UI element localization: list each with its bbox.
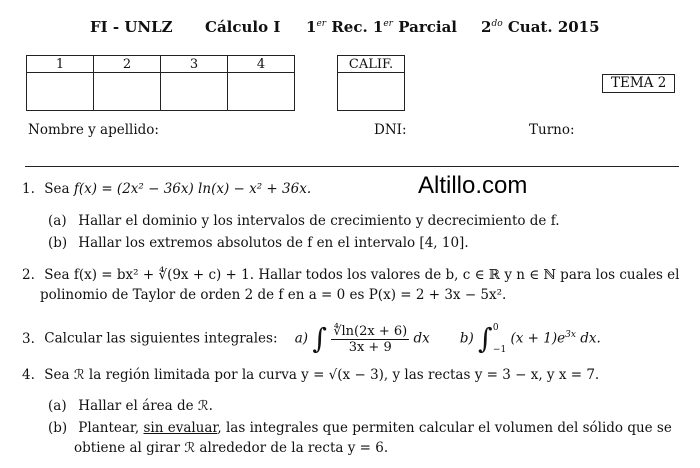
institution: FI - UNLZ — [90, 18, 173, 36]
grade-cell-2[interactable] — [94, 73, 161, 111]
problem-3b-integrand: (x + 1)e — [510, 330, 566, 347]
problem-1a-text: Hallar el dominio y los intervalos de crecimiento y decrecimiento de f. — [78, 213, 560, 229]
problem-4b-label: (b) — [48, 420, 68, 436]
problem-3a-denominator: 3x + 9 — [348, 339, 392, 355]
problem-3 — [22, 317, 601, 361]
problem-4b-line2: obtiene al girar ℛ alrededor de la recta y = 6. — [74, 440, 389, 456]
problem-1-number: 1. — [22, 181, 35, 197]
problem-3-number: 3. — [22, 330, 35, 347]
grade-table — [26, 55, 295, 111]
problem-1-intro: Sea — [44, 181, 70, 197]
problem-4b-post: , las integrales que permiten calcular el volumen del sólido que se — [217, 420, 672, 436]
course-title: Cálculo I — [205, 18, 281, 36]
problem-4b-pre: Plantear, — [78, 420, 140, 436]
problem-4a-label: (a) — [48, 398, 67, 414]
tema-label: TEMA 2 — [602, 74, 675, 93]
term-sup: do — [491, 19, 503, 29]
grade-col-4: 4 — [228, 56, 295, 73]
problem-3b-lower: −1 — [492, 345, 507, 355]
problem-2-line2: polinomio de Taylor de orden 2 de f en a = 0 es P(x) = 2 + 3x − 5x². — [40, 287, 507, 303]
exam-type — [306, 18, 457, 36]
integral-sign-a: ∫ — [312, 322, 327, 355]
problem-3a-numerator: ∜ln(2x + 6) — [333, 323, 408, 339]
problem-3b-exponent: 3x — [565, 330, 576, 340]
watermark: Altillo.com — [418, 172, 528, 199]
term-label: Cuat. — [507, 18, 553, 36]
problem-4 — [22, 366, 599, 385]
problem-4b-underlined: sin evaluar — [143, 420, 218, 436]
exam-parcial-sup: er — [383, 19, 393, 29]
calif-label: CALIF. — [338, 56, 405, 73]
grade-cell-4[interactable] — [228, 73, 295, 111]
integral-sign-b: ∫ — [478, 322, 493, 355]
problem-1b-label: (b) — [48, 235, 68, 251]
problem-1 — [22, 180, 311, 199]
problem-4a-text: Hallar el área de ℛ. — [78, 398, 213, 414]
grade-col-2: 2 — [94, 56, 161, 73]
problem-1-formula: f(x) = (2x² − 36x) ln(x) − x² + 36x. — [73, 181, 312, 197]
problem-1a-label: (a) — [48, 213, 67, 229]
exam-rec-label: Rec. — [331, 18, 368, 36]
problem-3b-limits — [493, 317, 506, 361]
problem-4a — [48, 397, 213, 416]
calif-cell[interactable] — [338, 73, 405, 111]
problem-3b-label: b) — [459, 330, 474, 347]
dni-field-label: DNI: — [374, 122, 407, 138]
problem-3b-dx: dx. — [580, 330, 601, 347]
problem-3b-upper: 0 — [492, 323, 499, 333]
problem-3a-dx: dx — [413, 330, 430, 347]
term — [481, 18, 600, 36]
problem-1b-text: Hallar los extremos absolutos de f en el intervalo [4, 10]. — [78, 235, 469, 251]
grade-col-3: 3 — [161, 56, 228, 73]
divider — [25, 166, 679, 167]
problem-4-number: 4. — [22, 367, 35, 383]
turno-field-label: Turno: — [529, 122, 575, 138]
problem-4b — [48, 419, 672, 438]
exam-rec-sup: er — [316, 19, 327, 29]
calif-table — [337, 55, 405, 111]
problem-1a — [48, 212, 560, 231]
problem-2-number: 2. — [22, 267, 35, 283]
term-number: 2 — [481, 18, 492, 36]
problem-3a-label: a) — [294, 330, 309, 347]
year: 2015 — [557, 18, 600, 36]
grade-cell-3[interactable] — [161, 73, 228, 111]
exam-parcial-label: Parcial — [398, 18, 457, 36]
problem-3-intro: Calcular las siguientes integrales: — [44, 330, 278, 347]
problem-1b — [48, 234, 469, 253]
exam-parcial-number: 1 — [372, 18, 384, 36]
problem-2-line1: Sea f(x) = bx² + ∜(9x + c) + 1. Hallar todos los valores de b, c ∈ ℝ y n ∈ ℕ para los cuales el — [44, 267, 680, 283]
exam-rec-number: 1 — [306, 18, 317, 36]
name-field-label: Nombre y apellido: — [28, 122, 159, 138]
problem-2 — [22, 266, 679, 285]
problem-4-text: Sea ℛ la región limitada por la curva y = √(x − 3), y las rectas y = 3 − x, y x = 7. — [44, 367, 600, 383]
grade-cell-1[interactable] — [27, 73, 94, 111]
problem-3a-fraction — [331, 324, 409, 355]
grade-col-1: 1 — [27, 56, 94, 73]
